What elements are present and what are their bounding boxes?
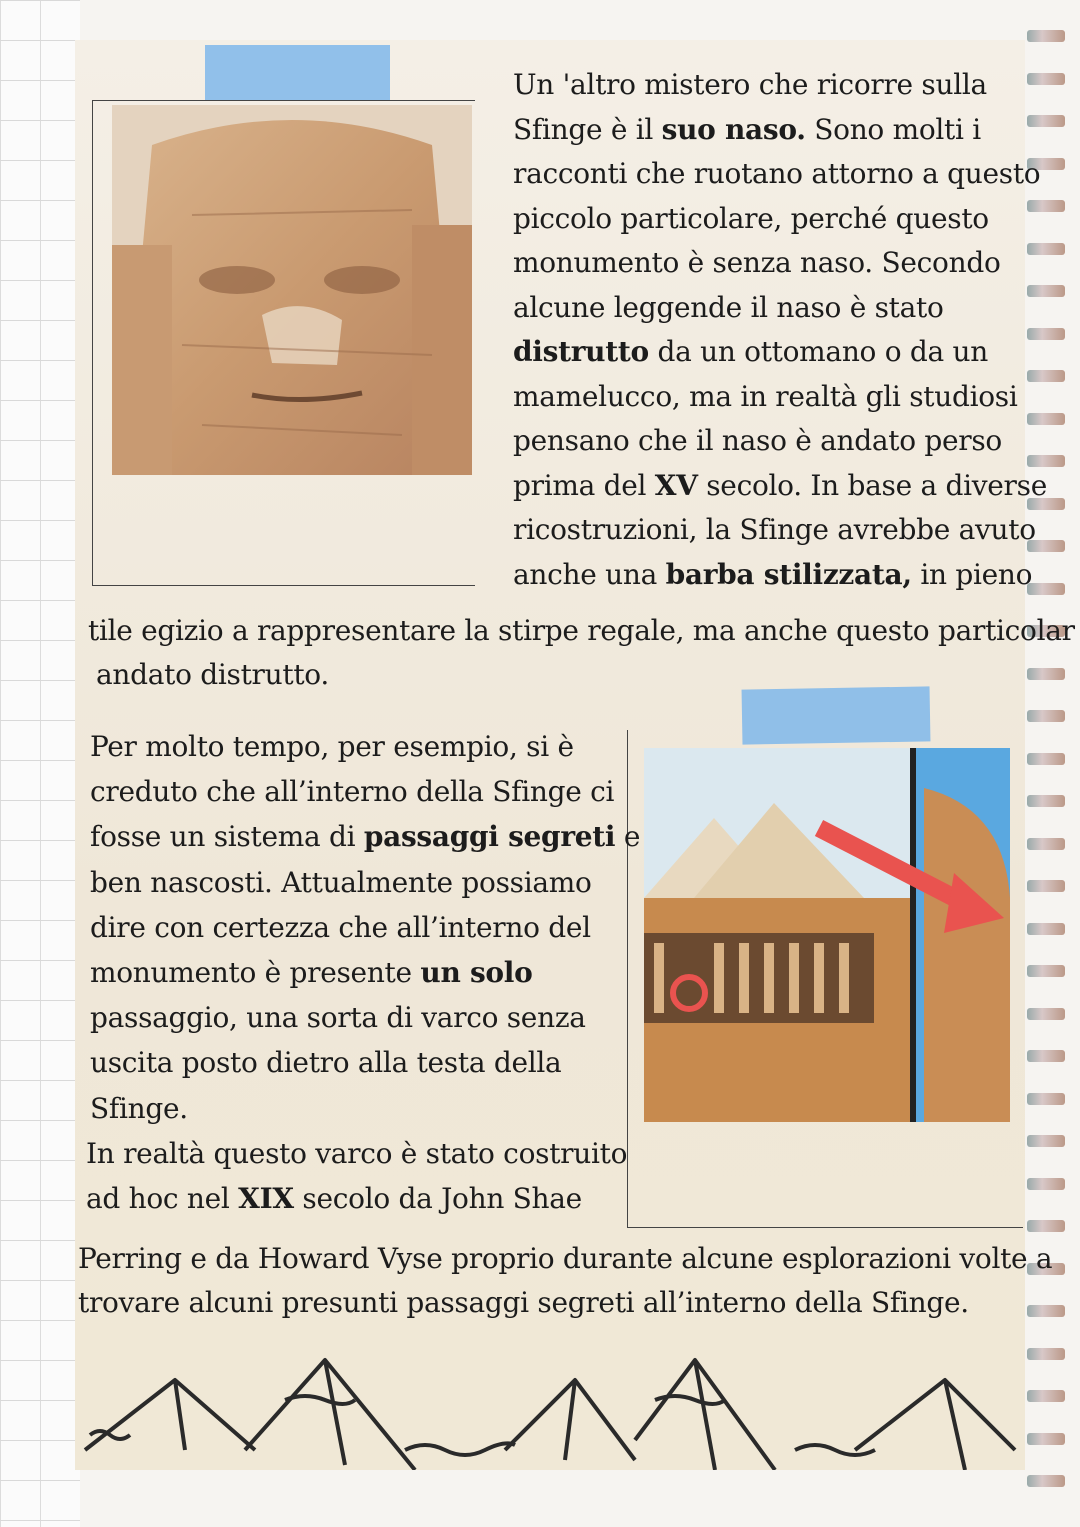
text-run: monumento è senza naso. Secondo: [513, 246, 1001, 279]
spiral-coil: [1027, 285, 1065, 297]
text-run: uscita posto dietro alla testa della: [90, 1046, 562, 1080]
text-run: prima del: [513, 468, 655, 502]
tape-strip: [205, 45, 390, 100]
spiral-coil: [1027, 243, 1065, 255]
tape-strip: [742, 686, 931, 744]
text-line: [90, 956, 533, 989]
text-run: secolo da John Shae: [293, 1182, 582, 1215]
text-run: Sfinge.: [90, 1091, 188, 1125]
text-run: secolo. In base a diverse: [697, 468, 1047, 502]
text-run: andato distrutto.: [96, 658, 329, 691]
spiral-coil: [1027, 328, 1065, 340]
text-line: [90, 775, 614, 808]
text-run: in pieno: [911, 557, 1033, 591]
text-line: [513, 291, 944, 324]
spiral-coil: [1027, 1008, 1065, 1020]
text-line: [513, 513, 1036, 546]
spiral-coil: [1027, 923, 1065, 935]
bold-text: XV: [654, 468, 698, 502]
text-run: pensano che il naso è andato perso: [513, 424, 1002, 457]
spiral-coil: [1027, 30, 1065, 42]
text-run: monumento è presente: [90, 956, 421, 989]
text-run: racconti che ruotano attorno a questo: [513, 157, 1041, 190]
spiral-coil: [1027, 1348, 1065, 1360]
spiral-coil: [1027, 200, 1065, 212]
spiral-coil: [1027, 795, 1065, 807]
text-line: [96, 658, 329, 691]
bold-text: suo naso.: [661, 112, 806, 146]
spiral-coil: [1027, 1390, 1065, 1402]
spiral-coil: [1027, 1475, 1065, 1487]
spiral-coil: [1027, 710, 1065, 722]
text-run: trovare alcuni presunti passaggi segreti all’interno della Sfinge.: [78, 1286, 969, 1319]
text-line: [513, 68, 987, 101]
spiral-coil: [1027, 413, 1065, 425]
text-line: [90, 820, 640, 853]
text-run: ben nascosti. Attualmente possiamo: [90, 865, 592, 899]
text-line: [90, 1001, 586, 1034]
bold-text: passaggi segreti: [363, 820, 616, 854]
spiral-coil: [1027, 1433, 1065, 1445]
spiral-coil: [1027, 668, 1065, 680]
text-line: [513, 380, 1018, 413]
bold-text: XIX: [238, 1182, 294, 1215]
text-line: [513, 469, 1047, 502]
spiral-coil: [1027, 1178, 1065, 1190]
passage-diagram-photo: [644, 748, 1010, 1122]
spiral-coil: [1027, 753, 1065, 765]
text-line: [513, 246, 1001, 279]
text-run: piccolo particolare, perché questo: [513, 201, 989, 235]
text-run: tile egizio a rappresentare la stirpe regale, ma anche questo particolar: [88, 614, 1075, 647]
spiral-coil: [1027, 1305, 1065, 1317]
text-run: mamelucco, ma in realtà gli studiosi: [513, 379, 1018, 413]
bold-text: distrutto: [513, 335, 649, 368]
spiral-coil: [1027, 880, 1065, 892]
text-run: da un ottomano o da un: [648, 335, 988, 368]
spiral-coil: [1027, 1135, 1065, 1147]
text-run: In realtà questo varco è stato costruito: [86, 1136, 628, 1170]
sphinx-face-photo: [112, 105, 472, 475]
text-line: [90, 1046, 561, 1079]
text-line: [78, 1242, 1052, 1275]
text-run: ricostruzioni, la Sfinge avrebbe avuto: [513, 513, 1036, 546]
text-line: [88, 614, 1075, 647]
text-run: alcune leggende il naso è stato: [513, 290, 944, 324]
pyramids-doodle: [75, 1340, 1025, 1470]
text-run: creduto che all’interno della Sfinge ci: [90, 775, 615, 809]
text-line: [86, 1182, 582, 1215]
notebook-grid-margin: [0, 0, 80, 1527]
text-line: [86, 1137, 627, 1170]
spiral-coil: [1027, 838, 1065, 850]
bold-text: un solo: [420, 956, 533, 989]
text-line: [513, 157, 1040, 190]
text-line: [90, 911, 591, 944]
text-run: ad hoc nel: [86, 1182, 239, 1215]
text-line: [513, 202, 989, 235]
text-run: Perring e da Howard Vyse proprio durante alcune esplorazioni volte a: [78, 1242, 1053, 1275]
text-line: [90, 730, 574, 763]
text-line: [513, 558, 1032, 591]
spiral-coil: [1027, 115, 1065, 127]
text-run: passaggio, una sorta di varco senza: [90, 1001, 586, 1035]
spiral-coil: [1027, 370, 1065, 382]
text-run: e: [615, 820, 641, 854]
spiral-coil: [1027, 583, 1065, 595]
text-line: [513, 113, 981, 146]
text-run: anche una: [513, 557, 666, 591]
spiral-coil: [1027, 455, 1065, 467]
text-line: [90, 1092, 188, 1125]
text-run: Per molto tempo, per esempio, si è: [90, 730, 574, 763]
spiral-coil: [1027, 1093, 1065, 1105]
text-line: [78, 1286, 969, 1319]
text-run: dire con certezza che all’interno del: [90, 910, 591, 944]
spiral-coil: [1027, 1050, 1065, 1062]
text-line: [513, 335, 988, 368]
text-line: [513, 424, 1002, 457]
spiral-coil: [1027, 965, 1065, 977]
text-line: [90, 866, 592, 899]
spiral-coil: [1027, 73, 1065, 85]
bold-text: barba stilizzata,: [665, 557, 912, 591]
text-run: Sfinge è il: [513, 112, 662, 146]
text-run: Sono molti i: [805, 112, 981, 146]
text-run: fosse un sistema di: [90, 820, 364, 854]
text-run: Un 'altro mistero che ricorre sulla: [513, 68, 987, 101]
spiral-coil: [1027, 1220, 1065, 1232]
